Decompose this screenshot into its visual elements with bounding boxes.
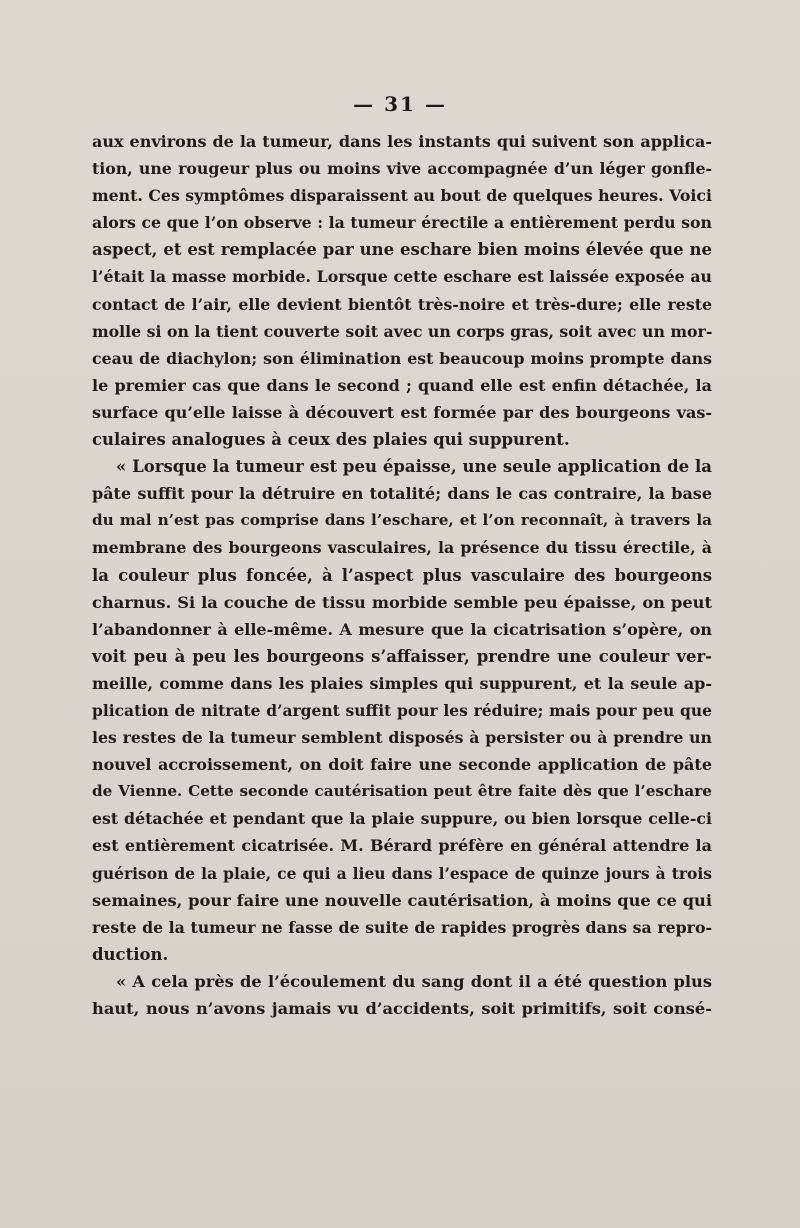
page-number: — 31 — [353,92,447,116]
text-line: la couleur plus foncée, à l’aspect plus vasculaire des bourgeons [92,565,712,585]
text-line: nouvel accroissement, on doit faire une seconde application de pâte [92,755,712,775]
text-line: ment. Ces symptômes disparaissent au bout de quelques heures. Voici [92,186,712,206]
text-line: l’était la masse morbide. Lorsque cette eschare est laissée exposée au [92,267,712,287]
text-line: aux environs de la tumeur, dans les instants qui suivent son applica- [92,132,712,151]
body-text [92,128,712,1022]
text-line: membrane des bourgeons vasculaires, la présence du tissu érectile, à [92,538,712,558]
text-line: le premier cas que dans le second ; quand elle est enfin détachée, la [92,375,712,395]
text-line: l’abandonner à elle-même. A mesure que la cicatrisation s’opère, on [92,619,712,639]
text-line: semaines, pour faire une nouvelle cautérisation, à moins que ce qui [92,890,712,910]
text-line: charnus. Si la couche de tissu morbide semble peu épaisse, on peut [92,592,712,612]
text-line: est entièrement cicatrisée. M. Bérard préfère en général attendre la [92,836,712,856]
text-line: molle si on la tient couverte soit avec un corps gras, soit avec un mor- [92,321,713,341]
text-line: contact de l’air, elle devient bientôt très-noire et très-dure; elle reste [92,294,712,314]
text-line: plication de nitrate d’argent suffit pour les réduire; mais pour peu que [92,700,712,720]
text-line: haut, nous n’avons jamais vu d’accidents, soit primitifs, soit consé- [92,999,712,1018]
text-line: pâte suffit pour la détruire en totalité; dans le cas contraire, la base [92,484,712,504]
text-line: tion, une rougeur plus ou moins vive accompagnée d’un léger gonfle- [92,159,712,179]
text-line: duction. [92,944,169,964]
text-line: reste de la tumeur ne fasse de suite de rapides progrès dans sa repro- [92,917,712,937]
text-line: meille, comme dans les plaies simples qui suppurent, et la seule ap- [92,673,712,693]
text-line: guérison de la plaie, ce qui a lieu dans l’espace de quinze jours à trois [92,863,712,883]
text-line: du mal n’est pas comprise dans l’eschare, et l’on reconnaît, à travers la [92,511,712,530]
text-line: « A cela près de l’écoulement du sang dont il a été question plus [116,971,712,991]
text-line: les restes de la tumeur semblent disposés à persister ou à prendre un [92,728,712,748]
text-line: voit peu à peu les bourgeons s’affaisser, prendre une couleur ver- [92,646,712,666]
text-line: alors ce que l’on observe : la tumeur érectile a entièrement perdu son [92,213,712,233]
text-line: est détachée et pendant que la plaie suppure, ou bien lorsque celle-ci [92,809,712,829]
text-line: de Vienne. Cette seconde cautérisation peut être faite dès que l’eschare [92,782,712,801]
text-line: aspect, et est remplacée par une eschare bien moins élevée que ne [92,240,712,260]
text-line: surface qu’elle laisse à découvert est formée par des bourgeons vas- [92,402,712,422]
text-line: culaires analogues à ceux des plaies qui suppurent. [92,430,570,450]
text-line: ceau de diachylon; son élimination est beaucoup moins prompte dans [92,348,712,368]
text-line: « Lorsque la tumeur est peu épaisse, une seule application de la [116,457,712,477]
